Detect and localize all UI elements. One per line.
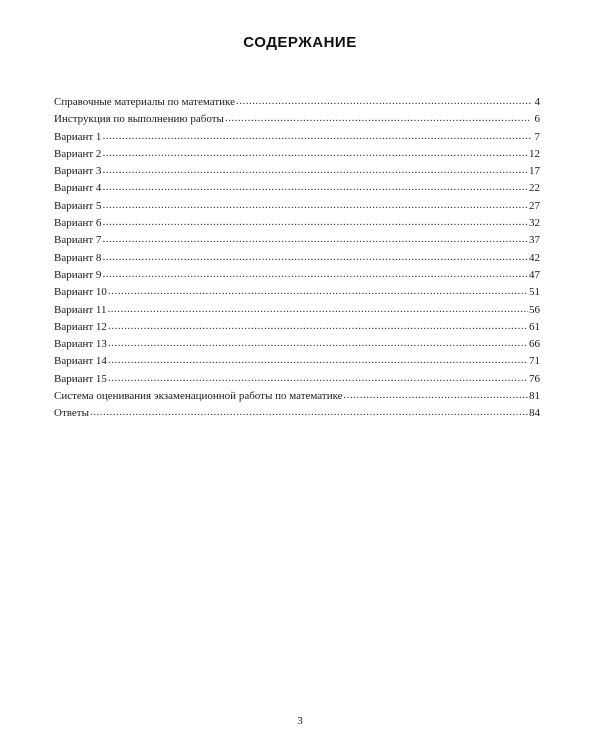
toc-entry-label: Вариант 5 bbox=[54, 199, 102, 212]
toc-leader-dots bbox=[225, 110, 531, 127]
toc-entry-label: Вариант 7 bbox=[54, 234, 102, 247]
toc-leader-dots bbox=[102, 145, 528, 162]
toc-entry-page: 17 bbox=[529, 165, 540, 178]
toc-entry-label: Вариант 9 bbox=[54, 268, 102, 281]
toc-entry-label: Вариант 4 bbox=[54, 182, 102, 195]
toc-entry-label: Справочные материалы по математике bbox=[54, 96, 235, 108]
toc-entry-page: 66 bbox=[529, 338, 540, 351]
toc-leader-dots bbox=[108, 370, 528, 387]
toc-entry bbox=[54, 302, 540, 319]
toc-entry-page: 4 bbox=[534, 96, 540, 108]
toc-entry-page: 32 bbox=[529, 217, 540, 230]
toc-entry-label: Вариант 1 bbox=[54, 130, 102, 143]
toc-leader-dots bbox=[102, 162, 528, 179]
toc-entry-label: Вариант 3 bbox=[54, 165, 102, 178]
toc-entry bbox=[54, 267, 540, 284]
toc-entry-page: 22 bbox=[529, 182, 540, 195]
toc-entry-page: 71 bbox=[529, 355, 540, 368]
toc-leader-dots bbox=[108, 352, 528, 369]
toc-entry-label: Вариант 13 bbox=[54, 338, 107, 351]
toc-entry bbox=[54, 319, 540, 336]
toc-leader-dots bbox=[102, 197, 528, 214]
toc-entry-label: Система оценивания экзаменационной работы по математике bbox=[54, 390, 343, 403]
table-of-contents bbox=[54, 94, 540, 423]
toc-entry bbox=[54, 215, 540, 232]
toc-leader-dots bbox=[102, 128, 531, 145]
page-title: СОДЕРЖАНИЕ bbox=[243, 34, 357, 51]
toc-leader-dots bbox=[236, 93, 531, 110]
toc-entry-page: 56 bbox=[529, 303, 540, 316]
toc-entry bbox=[54, 129, 540, 146]
toc-entry-page: 37 bbox=[529, 234, 540, 247]
toc-entry-label: Вариант 15 bbox=[54, 372, 107, 385]
toc-entry-label: Вариант 14 bbox=[54, 355, 107, 368]
toc-leader-dots bbox=[108, 318, 528, 335]
toc-entry-label: Вариант 10 bbox=[54, 286, 107, 299]
toc-entry-page: 76 bbox=[529, 372, 540, 385]
toc-entry-page: 12 bbox=[529, 147, 540, 160]
toc-leader-dots bbox=[102, 266, 528, 283]
toc-entry-page: 27 bbox=[529, 199, 540, 212]
toc-entry-label: Вариант 12 bbox=[54, 320, 107, 333]
toc-entry-page: 47 bbox=[529, 268, 540, 281]
toc-entry-page: 6 bbox=[534, 113, 540, 126]
toc-entry bbox=[54, 250, 540, 267]
toc-entry-label: Ответы bbox=[54, 407, 89, 420]
toc-entry-label: Вариант 11 bbox=[54, 303, 107, 316]
toc-leader-dots bbox=[108, 335, 528, 352]
toc-entry bbox=[54, 353, 540, 370]
toc-entry bbox=[54, 405, 540, 422]
toc-entry-page: 61 bbox=[529, 320, 540, 333]
toc-entry-page: 7 bbox=[534, 130, 540, 143]
toc-leader-dots bbox=[90, 404, 528, 421]
toc-entry-label: Вариант 6 bbox=[54, 217, 102, 230]
toc-leader-dots bbox=[108, 301, 528, 318]
toc-entry bbox=[54, 232, 540, 249]
toc-entry bbox=[54, 284, 540, 301]
toc-leader-dots bbox=[102, 249, 528, 266]
toc-leader-dots bbox=[102, 231, 528, 248]
toc-entry-page: 84 bbox=[529, 407, 540, 420]
toc-entry-page: 81 bbox=[529, 390, 540, 403]
toc-entry bbox=[54, 111, 540, 128]
toc-entry bbox=[54, 371, 540, 388]
toc-entry bbox=[54, 94, 540, 111]
toc-leader-dots bbox=[344, 387, 528, 404]
toc-entry bbox=[54, 163, 540, 180]
toc-entry bbox=[54, 388, 540, 405]
page-number: 3 bbox=[297, 715, 303, 727]
toc-entry-label: Вариант 8 bbox=[54, 251, 102, 264]
toc-entry-page: 42 bbox=[529, 251, 540, 264]
toc-entry bbox=[54, 336, 540, 353]
toc-leader-dots bbox=[102, 214, 528, 231]
toc-entry-label: Инструкция по выполнению работы bbox=[54, 113, 224, 126]
toc-entry bbox=[54, 180, 540, 197]
toc-entry-label: Вариант 2 bbox=[54, 147, 102, 160]
toc-entry-page: 51 bbox=[529, 286, 540, 299]
toc-leader-dots bbox=[102, 179, 528, 196]
toc-entry bbox=[54, 146, 540, 163]
toc-entry bbox=[54, 198, 540, 215]
toc-leader-dots bbox=[108, 283, 528, 300]
